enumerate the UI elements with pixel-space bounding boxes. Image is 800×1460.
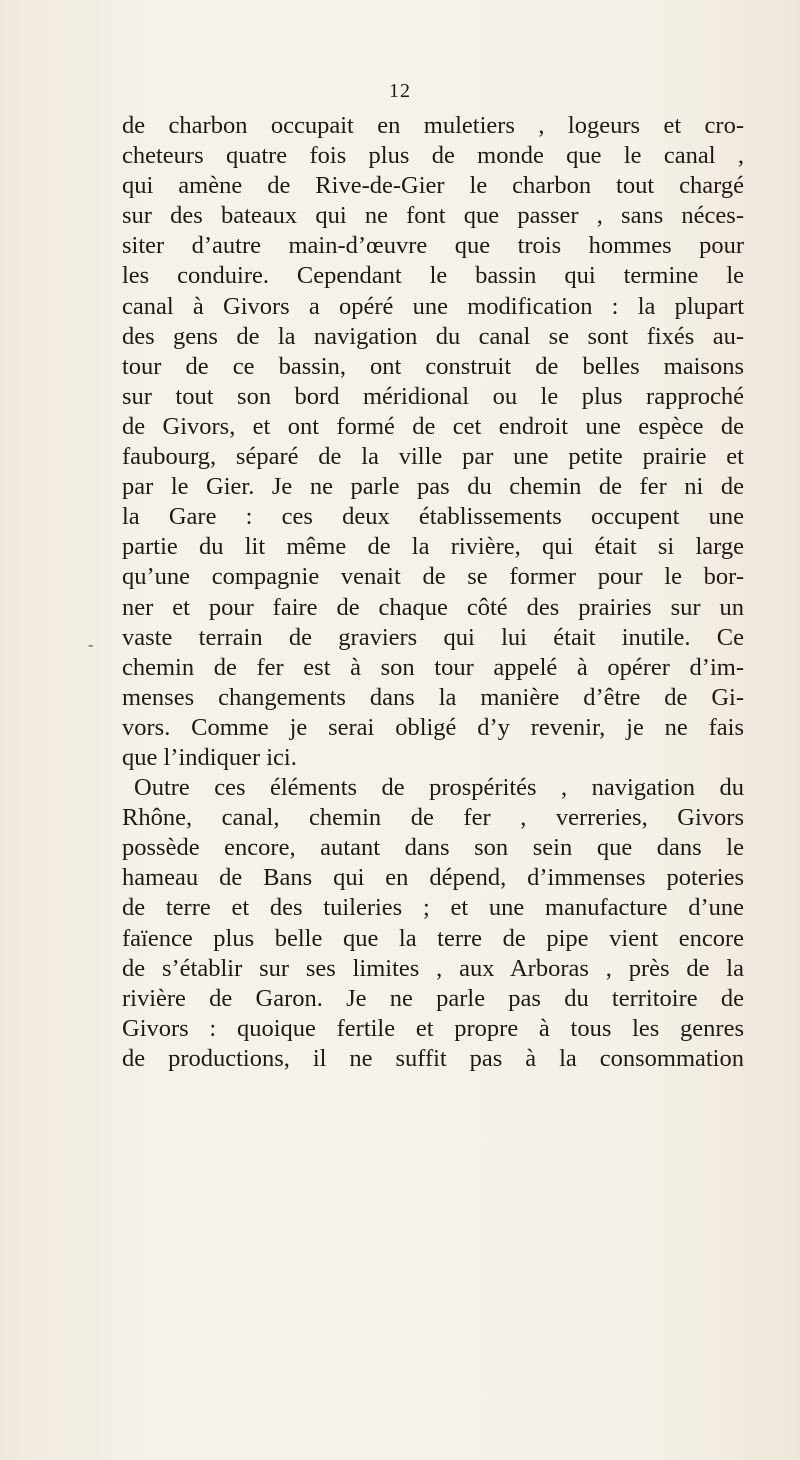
text-line: des gens de la navigation du canal se sont fixés au- bbox=[122, 322, 744, 350]
text-line: que l’indiquer ici. bbox=[122, 743, 297, 771]
text-line: rivière de Garon. Je ne parle pas du territoire de bbox=[122, 984, 744, 1012]
page-number: 12 bbox=[389, 80, 411, 102]
text-line: Outre ces éléments de prospérités , navigation du bbox=[134, 774, 744, 802]
text-line: de charbon occupait en muletiers , logeurs et cro- bbox=[122, 112, 744, 139]
text-line: sur des bateaux qui ne font que passer , sans néces- bbox=[122, 202, 744, 230]
text-line: sur tout son bord méridional ou le plus rapproché bbox=[122, 382, 744, 410]
text-line: canal à Givors a opéré une modification : la plupart bbox=[122, 292, 744, 320]
text-line: tour de ce bassin, ont construit de belles maisons bbox=[122, 352, 744, 380]
text-line: de Givors, et ont formé de cet endroit une espèce de bbox=[122, 412, 744, 440]
text-line: par le Gier. Je ne parle pas du chemin de fer ni de bbox=[122, 473, 744, 501]
text-line: la Gare : ces deux établissements occupent une bbox=[122, 503, 744, 531]
text-line: qui amène de Rive-de-Gier le charbon tout chargé bbox=[122, 172, 744, 200]
text-line: partie du lit même de la rivière, qui était si large bbox=[122, 533, 744, 561]
text-line: vaste terrain de graviers qui lui était inutile. Ce bbox=[122, 623, 744, 651]
text-line: de productions, il ne suffit pas à la consommation bbox=[122, 1044, 744, 1072]
text-line: hameau de Bans qui en dépend, d’immenses poteries bbox=[122, 864, 744, 892]
text-line: possède encore, autant dans son sein que dans le bbox=[122, 834, 744, 862]
text-line: vors. Comme je serai obligé d’y revenir, je ne fais bbox=[122, 713, 744, 741]
text-line: chemin de fer est à son tour appelé à opérer d’im- bbox=[122, 653, 744, 681]
text-line: menses changements dans la manière d’être de Gi- bbox=[122, 683, 744, 711]
text-line: Givors : quoique fertile et propre à tous les genres bbox=[122, 1014, 744, 1042]
margin-mark: - bbox=[88, 635, 94, 654]
text-line: ner et pour faire de chaque côté des prairies sur un bbox=[122, 593, 744, 621]
text-line: cheteurs quatre fois plus de monde que le canal , bbox=[122, 142, 744, 170]
text-line: de s’établir sur ses limites , aux Arboras , près de la bbox=[122, 954, 744, 982]
body-text bbox=[122, 111, 744, 1074]
text-line: les conduire. Cependant le bassin qui termine le bbox=[122, 262, 744, 290]
text-line: qu’une compagnie venait de se former pour le bor- bbox=[122, 563, 744, 591]
text-line: Rhône, canal, chemin de fer , verreries, Givors bbox=[122, 804, 744, 832]
text-line: siter d’autre main-d’œuvre que trois hommes pour bbox=[122, 232, 744, 260]
text-line: faïence plus belle que la terre de pipe vient encore bbox=[122, 924, 744, 952]
text-line: de terre et des tuileries ; et une manufacture d’une bbox=[122, 894, 744, 922]
text-line: faubourg, séparé de la ville par une petite prairie et bbox=[122, 443, 744, 471]
